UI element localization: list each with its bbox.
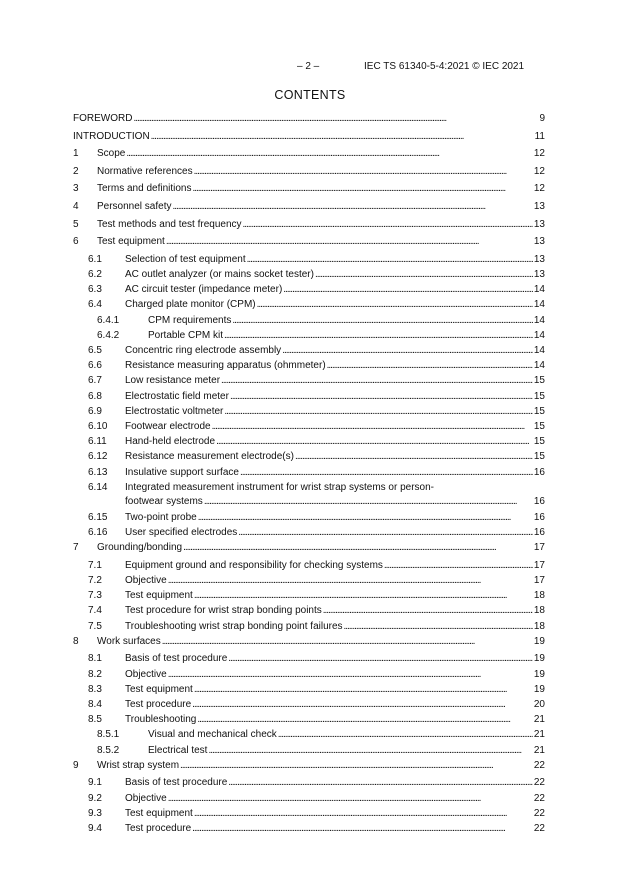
toc-entry-page: 19 — [533, 635, 545, 647]
toc-entry-title: Test equipment — [125, 590, 193, 602]
toc-entry-title: Normative references — [97, 165, 193, 177]
toc-entry-number: 6.4.2 — [97, 329, 120, 341]
toc-entry-page: 9 — [539, 113, 545, 124]
toc-entry[interactable] — [0, 620, 545, 634]
toc-entry-title: User specified electrodes — [125, 527, 238, 538]
toc-entry-number: 6.3 — [88, 284, 102, 296]
toc-entry-title: Insulative support surface — [125, 466, 239, 478]
toc-entry[interactable] — [0, 165, 545, 179]
toc-entry-page: 15 — [533, 390, 545, 402]
toc-entry-number: 5 — [73, 218, 79, 230]
toc-entry-number: 6.5 — [88, 345, 102, 356]
toc-entry[interactable] — [0, 435, 545, 449]
toc-entry-page: 15 — [533, 421, 545, 432]
toc-entry-number: 6.12 — [88, 451, 108, 463]
toc-entry-title: Objective — [125, 575, 167, 586]
toc-entry-page: 14 — [533, 314, 545, 326]
toc-entry-number: 9 — [73, 759, 79, 771]
toc-entry-page: 16 — [533, 495, 545, 507]
toc-entry[interactable] — [0, 374, 545, 388]
toc-entry-number: 7.2 — [88, 575, 102, 586]
toc-entry-number: 8.5 — [88, 714, 102, 726]
toc-entry-number: 8.1 — [88, 653, 102, 665]
toc-entry-page: 22 — [533, 792, 545, 804]
toc-entry-number: 1 — [73, 148, 79, 160]
toc-entry-number: 6 — [73, 236, 79, 248]
toc-entry-number: 6.15 — [88, 511, 108, 523]
toc-entry[interactable] — [0, 511, 545, 525]
toc-entry[interactable] — [0, 668, 545, 682]
toc-entry-number: 8.5.1 — [97, 729, 120, 741]
toc-entry[interactable] — [0, 329, 545, 343]
toc-entry-number: 8.2 — [88, 668, 102, 680]
toc-entry-number: 6.1 — [88, 253, 102, 265]
toc-entry[interactable] — [0, 218, 545, 232]
toc-entry-title: Basis of test procedure — [125, 653, 228, 665]
toc-entry-title: Integrated measurement instrument for wrist strap systems or person- — [125, 481, 435, 493]
toc-entry-page: 14 — [533, 345, 545, 356]
toc-entry[interactable] — [0, 541, 545, 555]
toc-entry-number: 9.1 — [88, 777, 102, 789]
toc-entry-title: Troubleshooting — [125, 714, 197, 726]
toc-entry-page: 17 — [533, 542, 545, 554]
toc-entry[interactable] — [0, 574, 545, 588]
toc-entry-page: 14 — [533, 329, 545, 341]
toc-entry[interactable] — [0, 698, 545, 712]
toc-entry-title: Electrostatic field meter — [125, 390, 229, 402]
toc-entry-number: 7.1 — [88, 559, 102, 571]
toc-entry-title: Objective — [125, 792, 167, 804]
toc-entry-page: 19 — [533, 653, 545, 665]
toc-entry-number: 6.8 — [88, 390, 102, 402]
toc-entry[interactable] — [0, 235, 545, 249]
toc-entry-title: AC outlet analyzer (or mains socket tester) — [125, 269, 314, 280]
toc-entry-title: Two-point probe — [125, 511, 197, 523]
toc-entry[interactable] — [0, 683, 545, 697]
toc-entry-page: 15 — [533, 405, 545, 417]
toc-entry-title: Grounding/bonding — [97, 542, 183, 554]
toc-entry[interactable] — [0, 268, 545, 282]
toc-entry-page: 19 — [533, 668, 545, 680]
toc-entry-number: 7 — [73, 542, 79, 554]
toc-entry-title: Scope — [97, 148, 126, 160]
toc-entry-page: 14 — [533, 360, 545, 372]
toc-entry-number: 3 — [73, 183, 79, 195]
toc-entry[interactable] — [0, 314, 545, 328]
toc-entry-title: FOREWORD — [73, 113, 133, 124]
toc-entry-number: 6.2 — [88, 269, 102, 280]
toc-entry-number: 6.10 — [88, 421, 108, 432]
toc-entry-page: 13 — [533, 253, 545, 265]
contents-title: CONTENTS — [274, 88, 346, 102]
toc-entry[interactable] — [0, 822, 545, 836]
toc-entry-title: Objective — [125, 668, 167, 680]
toc-entry[interactable] — [0, 283, 545, 297]
toc-entry-page: 16 — [533, 527, 545, 538]
toc-entry-page: 21 — [533, 744, 545, 756]
toc-entry-page: 20 — [533, 699, 545, 710]
toc-entry-title: Electrostatic voltmeter — [125, 405, 224, 417]
toc-entry-number: 9.2 — [88, 792, 102, 804]
toc-entry[interactable] — [0, 147, 545, 161]
toc-entry-title: Test equipment — [125, 807, 193, 819]
toc-entry-title: INTRODUCTION — [73, 130, 150, 142]
page-number: – 2 – — [297, 61, 320, 72]
toc-entry-page: 11 — [534, 130, 545, 142]
toc-entry-page: 13 — [533, 201, 545, 212]
toc-entry-page: 19 — [533, 683, 545, 695]
toc-entry-page: 15 — [533, 375, 545, 387]
toc-entry[interactable] — [0, 604, 545, 618]
toc-entry-title: Electrical test — [148, 744, 208, 756]
toc-entry[interactable] — [0, 466, 545, 480]
toc-entry-number: 7.3 — [88, 590, 102, 602]
toc-entry-number: 6.4.1 — [97, 314, 120, 326]
toc-entry-page: 21 — [533, 729, 545, 741]
toc-entry-page: 18 — [533, 605, 545, 617]
toc-entry-number: 7.4 — [88, 605, 102, 617]
toc-entry-page: 15 — [533, 451, 545, 463]
toc-entry-title: Test equipment — [125, 683, 193, 695]
toc-entry[interactable] — [0, 344, 545, 358]
toc-entry-number: 9.3 — [88, 807, 102, 819]
toc-entry[interactable] — [0, 759, 545, 773]
toc-entry[interactable] — [0, 652, 545, 666]
toc-entry[interactable] — [0, 390, 545, 404]
toc-entry-page: 22 — [533, 777, 545, 789]
page-header — [0, 61, 620, 75]
toc-entry-page: 16 — [533, 511, 545, 523]
toc-entry-title: Hand-held electrode — [125, 436, 216, 448]
toc-entry-page: 21 — [533, 714, 545, 726]
toc-entry-title: Resistance measuring apparatus (ohmmeter) — [125, 360, 326, 372]
toc-entry[interactable] — [0, 635, 545, 649]
toc-entry-title: Work surfaces — [97, 635, 161, 647]
toc-entry-number: 6.16 — [88, 527, 108, 538]
toc-entry-number: 8.5.2 — [97, 744, 120, 756]
toc-entry-title: Terms and definitions — [97, 183, 192, 195]
toc-entry-page: 22 — [533, 807, 545, 819]
toc-entry-page: 13 — [533, 218, 545, 230]
toc-entry[interactable] — [0, 481, 545, 509]
toc-entry[interactable] — [0, 744, 545, 758]
toc-entry-title: AC circuit tester (impedance meter) — [125, 284, 283, 296]
toc-entry-number: 8.4 — [88, 699, 102, 710]
toc-entry-page: 14 — [533, 299, 545, 311]
toc-entry-title: Resistance measurement electrode(s) — [125, 451, 294, 463]
toc-entry-title: Basis of test procedure — [125, 777, 228, 789]
toc-entry-page: 17 — [533, 575, 545, 586]
toc-entry-page: 17 — [533, 559, 545, 571]
toc-entry-title: Footwear electrode — [125, 421, 211, 432]
toc-entry-title: Test methods and test frequency — [97, 218, 242, 230]
toc-entry-title: Equipment ground and responsibility for checking systems — [125, 559, 383, 571]
toc-entry-title: Wrist strap system — [97, 759, 180, 771]
toc-entry-title: Personnel safety — [97, 201, 172, 212]
toc-entry-number: 8 — [73, 635, 79, 647]
toc-entry-page: 13 — [533, 236, 545, 248]
toc-entry[interactable] — [0, 298, 545, 312]
toc-entry-title-continued: footwear systems — [125, 495, 203, 507]
toc-entry-title: Portable CPM kit — [148, 329, 224, 341]
toc-entry[interactable] — [0, 112, 545, 126]
toc-entry-title: Low resistance meter — [125, 375, 221, 387]
toc-entry[interactable] — [0, 253, 545, 267]
toc-entry-page: 13 — [533, 269, 545, 280]
toc-entry-title: Test procedure — [125, 823, 192, 834]
toc-entry[interactable] — [0, 589, 545, 603]
toc-entry-number: 4 — [73, 201, 79, 212]
toc-entry-title: Concentric ring electrode assembly — [125, 345, 282, 356]
toc-entry-page: 12 — [533, 148, 545, 160]
toc-entry-number: 6.13 — [88, 466, 108, 478]
toc-entry-page: 22 — [533, 759, 545, 771]
document-reference: IEC TS 61340-5-4:2021 © IEC 2021 — [364, 61, 525, 72]
toc-entry-title: Visual and mechanical check — [148, 729, 277, 741]
toc-entry-number: 6.7 — [88, 375, 102, 387]
toc-entry-number: 7.5 — [88, 620, 102, 632]
toc-entry[interactable] — [0, 713, 545, 727]
toc-entry-number: 6.6 — [88, 360, 102, 372]
toc-entry-page: 18 — [533, 590, 545, 602]
toc-entry-page: 12 — [533, 183, 545, 195]
toc-entry-page: 18 — [533, 620, 545, 632]
toc-entry-page: 15 — [533, 436, 545, 448]
toc-entry-title: Test equipment — [97, 236, 165, 248]
toc-entry-number: 6.9 — [88, 405, 102, 417]
toc-entry-number: 6.11 — [88, 436, 107, 448]
toc-entry-page: 14 — [533, 284, 545, 296]
toc-entry-title: Test procedure for wrist strap bonding points — [125, 605, 322, 617]
toc-entry[interactable] — [0, 792, 545, 806]
toc-entry-page: 12 — [533, 165, 545, 177]
toc-entry[interactable] — [0, 130, 545, 144]
toc-entry-page: 22 — [533, 823, 545, 834]
toc-entry-number: 8.3 — [88, 683, 102, 695]
toc-entry-title: Troubleshooting wrist strap bonding point failures — [125, 620, 343, 632]
toc-entry-title: Selection of test equipment — [125, 253, 246, 265]
toc-entry[interactable] — [0, 420, 545, 434]
toc-entry[interactable] — [0, 728, 545, 742]
toc-entry[interactable] — [0, 559, 545, 573]
toc-entry[interactable] — [0, 359, 545, 373]
toc-entry-number: 6.14 — [88, 481, 108, 493]
toc-entry[interactable] — [0, 807, 545, 821]
toc-entry[interactable] — [0, 200, 545, 214]
toc-entry[interactable] — [0, 450, 545, 464]
toc-entry[interactable] — [0, 405, 545, 419]
toc-entry-number: 9.4 — [88, 823, 102, 834]
toc-entry-title: Test procedure — [125, 699, 192, 710]
toc-entry-page: 16 — [533, 466, 545, 478]
toc-entry-title: CPM requirements — [148, 314, 232, 326]
toc-entry-title: Charged plate monitor (CPM) — [125, 299, 256, 311]
toc-entry-number: 2 — [73, 165, 79, 177]
toc-entry[interactable] — [0, 776, 545, 790]
toc-entry-number: 6.4 — [88, 299, 102, 311]
toc-entry[interactable] — [0, 182, 545, 196]
toc-entry[interactable] — [0, 526, 545, 540]
